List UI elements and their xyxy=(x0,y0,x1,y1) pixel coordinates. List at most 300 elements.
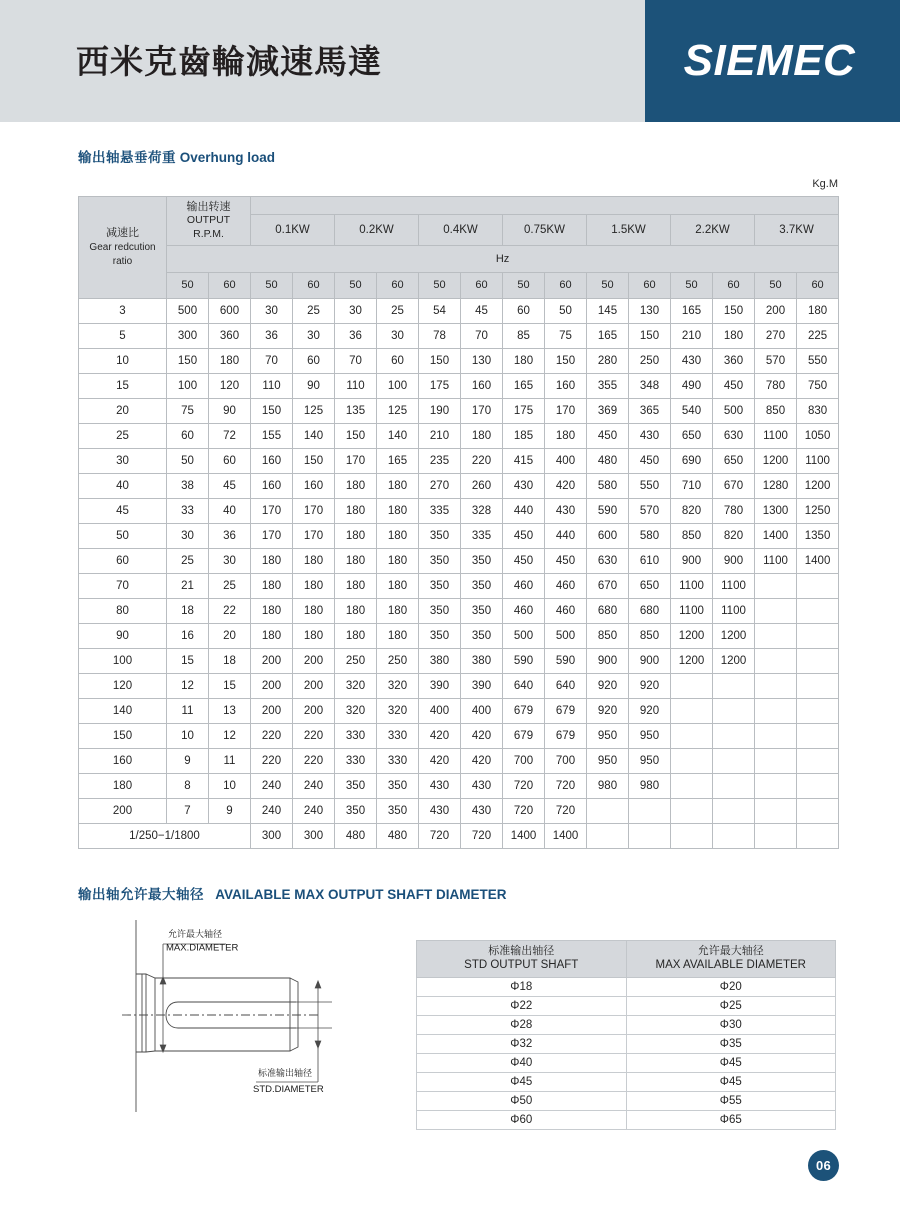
table-row xyxy=(79,473,839,498)
cell-max-available-diameter: Φ25 xyxy=(626,997,836,1016)
table-row xyxy=(79,573,839,598)
cell-rpm-50hz: 38 xyxy=(167,473,209,498)
cell-gear-ratio: 20 xyxy=(79,398,167,423)
cell-load-value: 180 xyxy=(377,623,419,648)
cell-load-value: 140 xyxy=(293,423,335,448)
header-row-4 xyxy=(79,272,839,298)
header-row-1 xyxy=(79,197,839,215)
cell-rpm-60hz: 45 xyxy=(209,473,251,498)
shaft-header-row xyxy=(417,941,836,978)
cell-load-value: 1250 xyxy=(797,498,839,523)
header-freq-2.2kw-50: 50 xyxy=(671,272,713,298)
table-row xyxy=(79,348,839,373)
section-title-overhung-load xyxy=(78,151,275,166)
cell-load-value: 440 xyxy=(503,498,545,523)
cell-load-value: 210 xyxy=(671,323,713,348)
cell-load-value: 70 xyxy=(251,348,293,373)
cell-load-value: 1100 xyxy=(713,598,755,623)
cell-load-value: 680 xyxy=(587,598,629,623)
cell-load-value: 200 xyxy=(293,673,335,698)
table-row xyxy=(79,698,839,723)
cell-load-value xyxy=(713,698,755,723)
cell-load-value xyxy=(755,648,797,673)
cell-load-value: 180 xyxy=(335,623,377,648)
header-output-rpm-en1: OUTPUT xyxy=(186,214,231,227)
cell-rpm-60hz: 9 xyxy=(209,798,251,823)
header-power-1.5kw: 1.5KW xyxy=(587,214,671,245)
cell-load-value: 360 xyxy=(713,348,755,373)
shaft-table-row xyxy=(417,1111,836,1130)
cell-max-available-diameter: Φ65 xyxy=(626,1111,836,1130)
cell-load-value: 920 xyxy=(629,698,671,723)
cell-load-value: 36 xyxy=(335,323,377,348)
cell-rpm-60hz: 60 xyxy=(209,448,251,473)
cell-rpm-50hz: 8 xyxy=(167,773,209,798)
cell-load-value: 350 xyxy=(461,548,503,573)
cell-load-value xyxy=(797,798,839,823)
header-freq-1.5kw-50: 50 xyxy=(587,272,629,298)
cell-load-value: 348 xyxy=(629,373,671,398)
cell-max-available-diameter: Φ45 xyxy=(626,1054,836,1073)
cell-load-value: 550 xyxy=(629,473,671,498)
cell-load-value: 460 xyxy=(545,573,587,598)
cell-load-value xyxy=(713,673,755,698)
cell-gear-ratio: 90 xyxy=(79,623,167,648)
cell-load-value: 390 xyxy=(461,673,503,698)
cell-rpm-50hz: 100 xyxy=(167,373,209,398)
cell-load-value: 350 xyxy=(377,773,419,798)
cell-load-value: 950 xyxy=(587,748,629,773)
cell-load-value: 180 xyxy=(251,573,293,598)
cell-load-value: 480 xyxy=(377,823,419,848)
shaft-body-outline xyxy=(146,974,290,1052)
cell-load-value: 590 xyxy=(545,648,587,673)
shaft-end-cap xyxy=(290,978,298,1051)
cell-load-value: 160 xyxy=(545,373,587,398)
cell-load-value: 430 xyxy=(419,773,461,798)
label-max-diameter-cn: 允许最大轴径 xyxy=(168,930,223,940)
cell-load-value: 1300 xyxy=(755,498,797,523)
cell-load-value: 710 xyxy=(671,473,713,498)
cell-load-value: 720 xyxy=(419,823,461,848)
cell-load-value: 270 xyxy=(419,473,461,498)
std-diameter-dimension xyxy=(256,981,332,1082)
cell-load-value: 1200 xyxy=(671,623,713,648)
cell-load-value: 180 xyxy=(335,598,377,623)
cell-load-value xyxy=(755,623,797,648)
cell-load-value xyxy=(755,748,797,773)
cell-load-value: 490 xyxy=(671,373,713,398)
cell-load-value: 150 xyxy=(713,298,755,323)
cell-load-value: 350 xyxy=(419,573,461,598)
cell-load-value: 125 xyxy=(293,398,335,423)
cell-std-output-shaft: Φ22 xyxy=(417,997,627,1016)
cell-load-value: 160 xyxy=(251,448,293,473)
cell-load-value: 45 xyxy=(461,298,503,323)
cell-gear-ratio: 40 xyxy=(79,473,167,498)
header-freq-0.2kw-50: 50 xyxy=(335,272,377,298)
cell-load-value: 369 xyxy=(587,398,629,423)
cell-load-value: 180 xyxy=(377,498,419,523)
table-row xyxy=(79,373,839,398)
cell-load-value xyxy=(629,798,671,823)
cell-load-value: 170 xyxy=(545,398,587,423)
cell-load-value: 180 xyxy=(335,473,377,498)
cell-load-value: 450 xyxy=(503,548,545,573)
cell-load-value: 165 xyxy=(377,448,419,473)
cell-load-value: 430 xyxy=(461,773,503,798)
cell-load-value: 145 xyxy=(587,298,629,323)
header-max-available-diameter xyxy=(626,941,836,978)
cell-load-value: 500 xyxy=(545,623,587,648)
cell-load-value: 900 xyxy=(671,548,713,573)
cell-load-value: 780 xyxy=(713,498,755,523)
cell-load-value: 180 xyxy=(377,473,419,498)
table-row xyxy=(79,498,839,523)
cell-load-value: 450 xyxy=(503,523,545,548)
cell-load-value: 450 xyxy=(587,423,629,448)
cell-rpm-50hz: 12 xyxy=(167,673,209,698)
cell-load-value: 350 xyxy=(377,798,419,823)
header-freq-0.1kw-60: 60 xyxy=(293,272,335,298)
cell-load-value xyxy=(713,798,755,823)
cell-load-value: 300 xyxy=(251,823,293,848)
cell-load-value: 679 xyxy=(503,723,545,748)
cell-load-value: 185 xyxy=(503,423,545,448)
cell-load-value: 180 xyxy=(335,548,377,573)
cell-load-value: 720 xyxy=(503,798,545,823)
cell-load-value: 320 xyxy=(335,698,377,723)
cell-load-value xyxy=(755,823,797,848)
cell-rpm-60hz: 180 xyxy=(209,348,251,373)
section-title-shaft-en: AVAILABLE MAX OUTPUT SHAFT DIAMETER xyxy=(215,887,507,902)
cell-load-value xyxy=(797,748,839,773)
cell-load-value: 180 xyxy=(251,548,293,573)
cell-load-value: 850 xyxy=(629,623,671,648)
cell-rpm-60hz: 40 xyxy=(209,498,251,523)
table-head xyxy=(79,197,839,299)
label-std-diameter-cn: 标准输出轴径 xyxy=(258,1069,313,1079)
cell-load-value: 335 xyxy=(419,498,461,523)
cell-gear-ratio: 25 xyxy=(79,423,167,448)
cell-load-value: 50 xyxy=(545,298,587,323)
cell-load-value: 355 xyxy=(587,373,629,398)
cell-load-value: 1400 xyxy=(545,823,587,848)
cell-load-value: 180 xyxy=(293,548,335,573)
cell-load-value: 420 xyxy=(419,723,461,748)
header-power-spacer xyxy=(251,197,839,215)
overhung-load-table xyxy=(78,196,839,849)
header-row-3 xyxy=(79,245,839,272)
shaft-table-row xyxy=(417,1016,836,1035)
cell-load-value: 160 xyxy=(461,373,503,398)
cell-load-value: 950 xyxy=(629,748,671,773)
cell-load-value: 180 xyxy=(251,598,293,623)
cell-load-value: 220 xyxy=(461,448,503,473)
cell-load-value: 980 xyxy=(629,773,671,798)
cell-load-value: 30 xyxy=(251,298,293,323)
cell-gear-ratio: 80 xyxy=(79,598,167,623)
cell-gear-ratio: 15 xyxy=(79,373,167,398)
cell-max-available-diameter: Φ45 xyxy=(626,1073,836,1092)
cell-load-value: 950 xyxy=(629,723,671,748)
cell-load-value xyxy=(797,673,839,698)
cell-load-value: 400 xyxy=(545,448,587,473)
cell-load-value xyxy=(713,823,755,848)
table-row xyxy=(79,723,839,748)
cell-load-value: 180 xyxy=(335,498,377,523)
section-title-overhung-cn: 输出轴悬垂荷重 xyxy=(78,150,176,166)
table-row xyxy=(79,798,839,823)
table-row xyxy=(79,298,839,323)
cell-load-value: 135 xyxy=(335,398,377,423)
cell-rpm-60hz: 30 xyxy=(209,548,251,573)
header-output-rpm xyxy=(167,197,251,246)
cell-load-value: 430 xyxy=(545,498,587,523)
cell-load-value: 980 xyxy=(587,773,629,798)
header-freq-0.4kw-60: 60 xyxy=(461,272,503,298)
cell-load-value: 430 xyxy=(461,798,503,823)
cell-load-value xyxy=(797,773,839,798)
cell-load-value: 679 xyxy=(545,698,587,723)
cell-load-value: 180 xyxy=(377,523,419,548)
cell-gear-ratio: 60 xyxy=(79,548,167,573)
cell-load-value: 260 xyxy=(461,473,503,498)
cell-gear-ratio: 3 xyxy=(79,298,167,323)
cell-load-value xyxy=(713,723,755,748)
cell-rpm-60hz: 120 xyxy=(209,373,251,398)
cell-rpm-60hz: 600 xyxy=(209,298,251,323)
cell-load-value: 180 xyxy=(335,523,377,548)
cell-load-value: 150 xyxy=(293,448,335,473)
cell-load-value: 190 xyxy=(419,398,461,423)
cell-load-value: 328 xyxy=(461,498,503,523)
cell-load-value: 920 xyxy=(587,698,629,723)
cell-rpm-50hz: 300 xyxy=(167,323,209,348)
table-row xyxy=(79,423,839,448)
table-row xyxy=(79,598,839,623)
cell-load-value: 650 xyxy=(629,573,671,598)
cell-load-value: 750 xyxy=(797,373,839,398)
cell-load-value: 650 xyxy=(713,448,755,473)
header-gear-ratio xyxy=(79,197,167,299)
cell-rpm-50hz: 7 xyxy=(167,798,209,823)
cell-load-value: 225 xyxy=(797,323,839,348)
cell-load-value xyxy=(755,773,797,798)
header-freq-rpm-60: 60 xyxy=(209,272,251,298)
cell-load-value: 240 xyxy=(293,773,335,798)
cell-load-value: 240 xyxy=(251,773,293,798)
cell-load-value: 350 xyxy=(419,548,461,573)
section-title-shaft-diameter xyxy=(78,888,507,903)
cell-load-value: 220 xyxy=(251,748,293,773)
cell-load-value: 54 xyxy=(419,298,461,323)
cell-rpm-60hz: 25 xyxy=(209,573,251,598)
cell-gear-ratio: 100 xyxy=(79,648,167,673)
cell-rpm-60hz: 13 xyxy=(209,698,251,723)
header-output-rpm-cn: 输出转速 xyxy=(186,200,231,213)
cell-rpm-50hz: 50 xyxy=(167,448,209,473)
cell-load-value: 85 xyxy=(503,323,545,348)
cell-load-value: 630 xyxy=(713,423,755,448)
header-power-0.2kw: 0.2KW xyxy=(335,214,419,245)
header-max-available-diameter-cn: 允许最大轴径 xyxy=(697,944,764,957)
label-std-diameter-en: STD.DIAMETER xyxy=(253,1084,324,1095)
cell-load-value: 180 xyxy=(461,423,503,448)
cell-load-value: 440 xyxy=(545,523,587,548)
cell-std-output-shaft: Φ50 xyxy=(417,1092,627,1111)
page-title: 西米克齒輪減速馬達 xyxy=(76,41,382,81)
table-row xyxy=(79,648,839,673)
cell-load-value xyxy=(755,698,797,723)
cell-load-value xyxy=(587,823,629,848)
header-power-3.7kw: 3.7KW xyxy=(755,214,839,245)
shaft-technical-drawing xyxy=(108,916,368,1116)
cell-load-value: 270 xyxy=(755,323,797,348)
cell-load-value: 1200 xyxy=(797,473,839,498)
cell-load-value xyxy=(713,773,755,798)
cell-load-value: 700 xyxy=(545,748,587,773)
cell-load-value: 1400 xyxy=(755,523,797,548)
cell-load-value: 720 xyxy=(545,798,587,823)
cell-load-value: 1100 xyxy=(755,548,797,573)
cell-load-value: 110 xyxy=(335,373,377,398)
cell-load-value xyxy=(797,723,839,748)
cell-load-value: 350 xyxy=(419,623,461,648)
cell-load-value: 540 xyxy=(671,398,713,423)
cell-load-value: 60 xyxy=(293,348,335,373)
cell-load-value: 220 xyxy=(251,723,293,748)
cell-load-value: 820 xyxy=(671,498,713,523)
cell-std-output-shaft: Φ18 xyxy=(417,978,627,997)
cell-load-value: 400 xyxy=(419,698,461,723)
cell-load-value xyxy=(671,798,713,823)
header-freq-0.75kw-50: 50 xyxy=(503,272,545,298)
cell-load-value: 610 xyxy=(629,548,671,573)
cell-load-value xyxy=(755,798,797,823)
cell-load-value: 130 xyxy=(629,298,671,323)
cell-load-value: 670 xyxy=(713,473,755,498)
cell-rpm-60hz: 12 xyxy=(209,723,251,748)
cell-load-value: 1280 xyxy=(755,473,797,498)
section-title-overhung-en: Overhung load xyxy=(179,150,276,165)
cell-rpm-50hz: 10 xyxy=(167,723,209,748)
cell-load-value: 500 xyxy=(713,398,755,423)
shaft-table-row xyxy=(417,1054,836,1073)
cell-load-value: 430 xyxy=(629,423,671,448)
cell-rpm-60hz: 10 xyxy=(209,773,251,798)
cell-load-value: 150 xyxy=(545,348,587,373)
cell-rpm-50hz: 15 xyxy=(167,648,209,673)
cell-load-value: 460 xyxy=(503,598,545,623)
cell-load-value: 235 xyxy=(419,448,461,473)
cell-load-value: 300 xyxy=(293,823,335,848)
cell-load-value: 580 xyxy=(587,473,629,498)
cell-rpm-60hz: 15 xyxy=(209,673,251,698)
cell-load-value: 90 xyxy=(293,373,335,398)
cell-load-value xyxy=(755,598,797,623)
cell-load-value: 180 xyxy=(377,573,419,598)
cell-load-value: 420 xyxy=(419,748,461,773)
cell-load-value: 250 xyxy=(335,648,377,673)
cell-load-value: 670 xyxy=(587,573,629,598)
cell-load-value: 390 xyxy=(419,673,461,698)
cell-load-value: 75 xyxy=(545,323,587,348)
header-gear-ratio-en: Gear redcution ratio xyxy=(89,242,156,267)
cell-std-output-shaft: Φ28 xyxy=(417,1016,627,1035)
cell-load-value: 180 xyxy=(293,598,335,623)
cell-gear-ratio: 30 xyxy=(79,448,167,473)
cell-load-value: 320 xyxy=(377,673,419,698)
cell-load-value: 450 xyxy=(713,373,755,398)
cell-load-value: 700 xyxy=(503,748,545,773)
cell-rpm-50hz: 75 xyxy=(167,398,209,423)
cell-rpm-60hz: 72 xyxy=(209,423,251,448)
cell-load-value: 450 xyxy=(545,548,587,573)
shaft-table-row xyxy=(417,997,836,1016)
cell-load-value xyxy=(671,773,713,798)
cell-load-value: 30 xyxy=(335,298,377,323)
cell-load-value: 200 xyxy=(293,648,335,673)
header-freq-3.7kw-50: 50 xyxy=(755,272,797,298)
cell-rpm-50hz: 9 xyxy=(167,748,209,773)
cell-std-output-shaft: Φ60 xyxy=(417,1111,627,1130)
cell-load-value: 430 xyxy=(419,798,461,823)
cell-load-value: 180 xyxy=(713,323,755,348)
cell-rpm-50hz: 150 xyxy=(167,348,209,373)
cell-load-value xyxy=(797,573,839,598)
cell-load-value: 570 xyxy=(629,498,671,523)
header-output-rpm-en2: R.P.M. xyxy=(193,227,224,240)
cell-load-value: 350 xyxy=(461,623,503,648)
table-row xyxy=(79,773,839,798)
cell-load-value xyxy=(671,748,713,773)
cell-load-value: 180 xyxy=(293,623,335,648)
table-row xyxy=(79,523,839,548)
cell-load-value: 180 xyxy=(377,598,419,623)
cell-load-value xyxy=(755,573,797,598)
header-freq-0.1kw-50: 50 xyxy=(251,272,293,298)
cell-load-value: 160 xyxy=(251,473,293,498)
cell-load-value: 240 xyxy=(251,798,293,823)
cell-load-value: 180 xyxy=(503,348,545,373)
cell-load-value: 1200 xyxy=(713,623,755,648)
cell-load-value: 250 xyxy=(377,648,419,673)
cell-load-value xyxy=(797,823,839,848)
cell-load-value: 900 xyxy=(713,548,755,573)
cell-load-value: 60 xyxy=(503,298,545,323)
cell-load-value: 720 xyxy=(503,773,545,798)
cell-max-available-diameter: Φ55 xyxy=(626,1092,836,1111)
cell-load-value: 1350 xyxy=(797,523,839,548)
header-left-panel xyxy=(0,0,645,122)
cell-load-value: 170 xyxy=(293,498,335,523)
cell-load-value: 200 xyxy=(251,648,293,673)
cell-rpm-60hz: 20 xyxy=(209,623,251,648)
label-max-diameter-en: MAX.DIAMETER xyxy=(166,942,239,954)
cell-load-value: 320 xyxy=(335,673,377,698)
cell-load-value: 70 xyxy=(335,348,377,373)
cell-load-value: 350 xyxy=(461,573,503,598)
cell-load-value: 350 xyxy=(461,598,503,623)
cell-load-value: 500 xyxy=(503,623,545,648)
table-body xyxy=(79,298,839,848)
header-power-0.1kw: 0.1KW xyxy=(251,214,335,245)
cell-load-value: 679 xyxy=(545,723,587,748)
cell-load-value: 1050 xyxy=(797,423,839,448)
cell-load-value xyxy=(797,598,839,623)
table-row xyxy=(79,398,839,423)
